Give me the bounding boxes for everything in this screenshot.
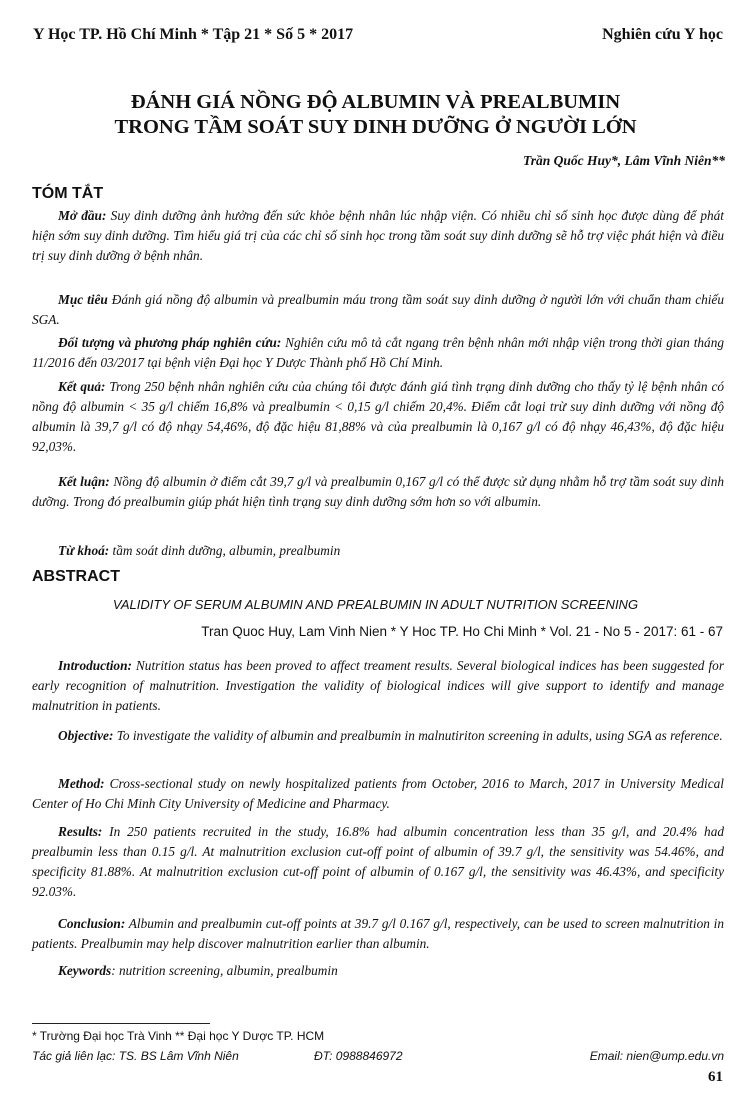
ketluan-text: Nồng độ albumin ở điểm cắt 39,7 g/l và prealbumin 0,167 g/l có thể được sử dụng nhằm hỗ trợ tầm soát suy dinh dưỡng. Trong đó prealbumin giúp phát hiện tình trạng suy dinh dưỡng sớm hơn so với albumin.	[32, 474, 724, 509]
abstract-citation: Tran Quoc Huy, Lam Vinh Nien * Y Hoc TP. Ho Chi Minh * Vol. 21 - No 5 - 2017: 61 - 67	[201, 624, 723, 639]
footnote-affiliations: * Trường Đại học Trà Vinh ** Đại học Y Dược TP. HCM	[32, 1029, 325, 1043]
tomtat-ketluan	[32, 472, 724, 512]
tomtat-muctieu	[32, 290, 724, 330]
doituong-text: Nghiên cứu mô tả cắt ngang trên bệnh nhân mới nhập viện trong thời gian tháng 11/2016 đến 03/2017 tại bệnh viện Đại học Y Dược Thành phố Hồ Chí Minh.	[32, 335, 724, 370]
doituong-label: Đối tượng và phương pháp nghiên cứu:	[58, 335, 282, 350]
abstract-heading: ABSTRACT	[32, 568, 120, 585]
tomtat-doituong	[32, 333, 724, 373]
abstract-results	[32, 822, 724, 902]
section-running-head: Nghiên cứu Y học	[602, 26, 723, 43]
abstract-conclusion	[32, 914, 724, 954]
modau-label: Mở đầu:	[58, 208, 107, 223]
conclusion-label: Conclusion:	[58, 916, 126, 931]
tomtat-modau	[32, 206, 724, 266]
muctieu-text: Đánh giá nồng độ albumin và prealbumin máu trong tầm soát suy dinh dưỡng ở người lớn với chuẩn tham chiếu SGA.	[32, 292, 724, 327]
keywords-text: : nutrition screening, albumin, prealbumin	[111, 963, 338, 978]
abstract-title: VALIDITY OF SERUM ALBUMIN AND PREALBUMIN IN ADULT NUTRITION SCREENING	[112, 597, 639, 612]
contact-phone: ĐT: 0988846972	[314, 1049, 403, 1063]
abstract-introduction	[32, 656, 724, 716]
tomtat-tukhoa	[32, 541, 724, 561]
title-line-2: TRONG TẦM SOÁT SUY DINH DƯỠNG Ở NGƯỜI LỚN	[114, 116, 637, 138]
author-line: Trần Quốc Huy*, Lâm Vĩnh Niên**	[522, 153, 725, 168]
tomtat-ketqua	[32, 377, 724, 457]
article-title	[0, 90, 751, 140]
modau-text: Suy dinh dưỡng ảnh hưởng đến sức khỏe bệnh nhân lúc nhập viện. Có nhiều chỉ số sinh học được dùng để phát hiện sớm suy dinh dưỡng. Tìm hiểu giá trị của các chỉ số sinh học trong tầm soát suy dinh dưỡng sẽ hỗ trợ việc phát hiện và điều trị suy dinh dưỡng ở bệnh nhân.	[32, 208, 724, 263]
ketluan-label: Kết luận:	[58, 474, 110, 489]
tukhoa-label: Từ khoá:	[58, 543, 110, 558]
results-label: Results:	[58, 824, 103, 839]
ketqua-text: Trong 250 bệnh nhân nghiên cứu của chúng tôi được đánh giá tình trạng dinh dưỡng cho thấy tỷ lệ bệnh nhân có nồng độ albumin < 35 g/l chiếm 16,8% và prealbumin < 0,15 g/l chiếm 20,4%. Điểm cắt loại trừ suy dinh dưỡng với nồng độ albumin là 39,7 g/l có độ nhạy 54,46%, độ đặc hiệu 81,88% và của prealbumin là 0,167 g/l có độ nhạy 46,43%, độ đặc hiệu 92,03%.	[32, 379, 724, 454]
results-text: In 250 patients recruited in the study, 16.8% had albumin concentration less than 35 g/l, and 20.4% had prealbumin less than 0.15 g/l. At malnutrition exclusion cut-off point of albumin of 39.7 g/l, the sensitivity was 54.46%, and specificity 81.88%. At malnutrition exclusion cut-off point of albumin of 0.167 g/l, the sensitivity was 46.43%, and specificity 92.03%.	[32, 824, 724, 899]
abstract-objective	[32, 726, 724, 746]
ketqua-label: Kết quả:	[58, 379, 106, 394]
page-header	[33, 26, 723, 50]
tomtat-heading: TÓM TẮT	[32, 185, 104, 202]
abstract-keywords	[32, 961, 724, 981]
method-text: Cross-sectional study on newly hospitalized patients from October, 2016 to March, 2017 in University Medical Center of Ho Chi Minh City University of Medicine and Pharmacy.	[32, 776, 724, 811]
intro-label: Introduction:	[58, 658, 132, 673]
muctieu-label: Mục tiêu	[58, 292, 108, 307]
footnote-contact	[32, 1049, 724, 1065]
contact-author: Tác giả liên lạc: TS. BS Lâm Vĩnh Niên	[32, 1049, 239, 1063]
objective-label: Objective:	[58, 728, 114, 743]
tukhoa-text: tầm soát dinh dưỡng, albumin, prealbumin	[109, 543, 341, 558]
conclusion-text: Albumin and prealbumin cut-off points at 39.7 g/l 0.167 g/l, respectively, can be used to screen malnutrition in patients. Prealbumin may help discover malnutrition earlier than albumin.	[32, 916, 724, 951]
objective-text: To investigate the validity of albumin and prealbumin in malnutiriton screening in adults, using SGA as reference.	[113, 728, 723, 743]
contact-email: Email: nien@ump.edu.vn	[589, 1049, 724, 1063]
method-label: Method:	[58, 776, 105, 791]
title-line-1: ĐÁNH GIÁ NỒNG ĐỘ ALBUMIN VÀ PREALBUMIN	[130, 91, 621, 113]
keywords-label: Keywords	[58, 963, 112, 978]
footnote-divider	[32, 1023, 210, 1024]
abstract-method	[32, 774, 724, 814]
journal-running-head: Y Học TP. Hồ Chí Minh * Tập 21 * Số 5 * 2017	[33, 26, 354, 43]
intro-text: Nutrition status has been proved to affect treament results. Several biological indices has been suggested for early recognition of malnutrition. Investigation the validity of biological indices will give support to identify and manage malnutrition in patients.	[32, 658, 724, 713]
page-number: 61	[708, 1069, 723, 1085]
